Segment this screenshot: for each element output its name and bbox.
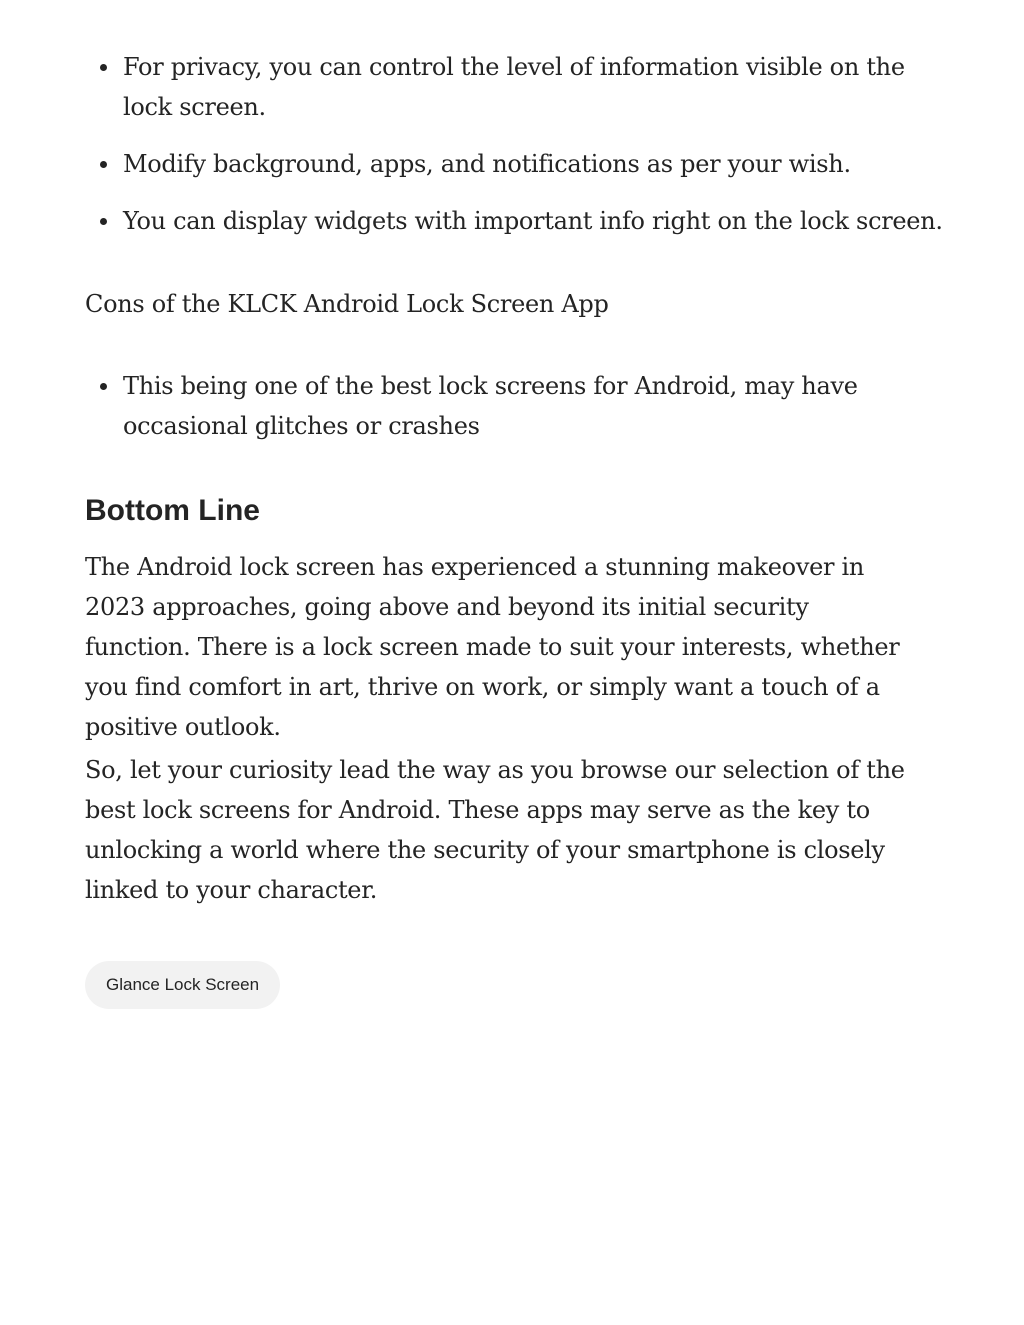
list-item <box>123 144 945 184</box>
bullet-dot-icon <box>100 64 107 71</box>
cons-list <box>85 366 945 446</box>
list-item <box>123 201 945 241</box>
bullet-dot-icon <box>100 383 107 390</box>
list-item-text: This being one of the best lock screens for Android, may have occasional glitches or crashes <box>123 372 858 440</box>
paragraph: The Android lock screen has experienced a stunning makeover in 2023 approaches, going above and beyond its initial security function. There is a lock screen made to suit your interests, whether you find comfort in art, thrive on work, or simply want a touch of a positive outlook. <box>85 553 900 741</box>
tag-glance-lock-screen[interactable]: Glance Lock Screen <box>85 961 280 1009</box>
list-item-text: For privacy, you can control the level of information visible on the lock screen. <box>123 53 905 121</box>
list-item <box>123 366 945 446</box>
bullet-dot-icon <box>100 161 107 168</box>
list-item-text: Modify background, apps, and notifications as per your wish. <box>123 150 851 178</box>
cons-heading: Cons of the KLCK Android Lock Screen App <box>85 290 609 318</box>
bullet-dot-icon <box>100 218 107 225</box>
list-item-text: You can display widgets with important info right on the lock screen. <box>123 207 943 235</box>
pros-list <box>85 47 945 241</box>
paragraph: So, let your curiosity lead the way as you browse our selection of the best lock screens for Android. These apps may serve as the key to unlocking a world where the security of your smartphone is closely linked to your character. <box>85 756 905 904</box>
list-item <box>123 47 945 127</box>
section-heading: Bottom Line <box>85 494 260 527</box>
